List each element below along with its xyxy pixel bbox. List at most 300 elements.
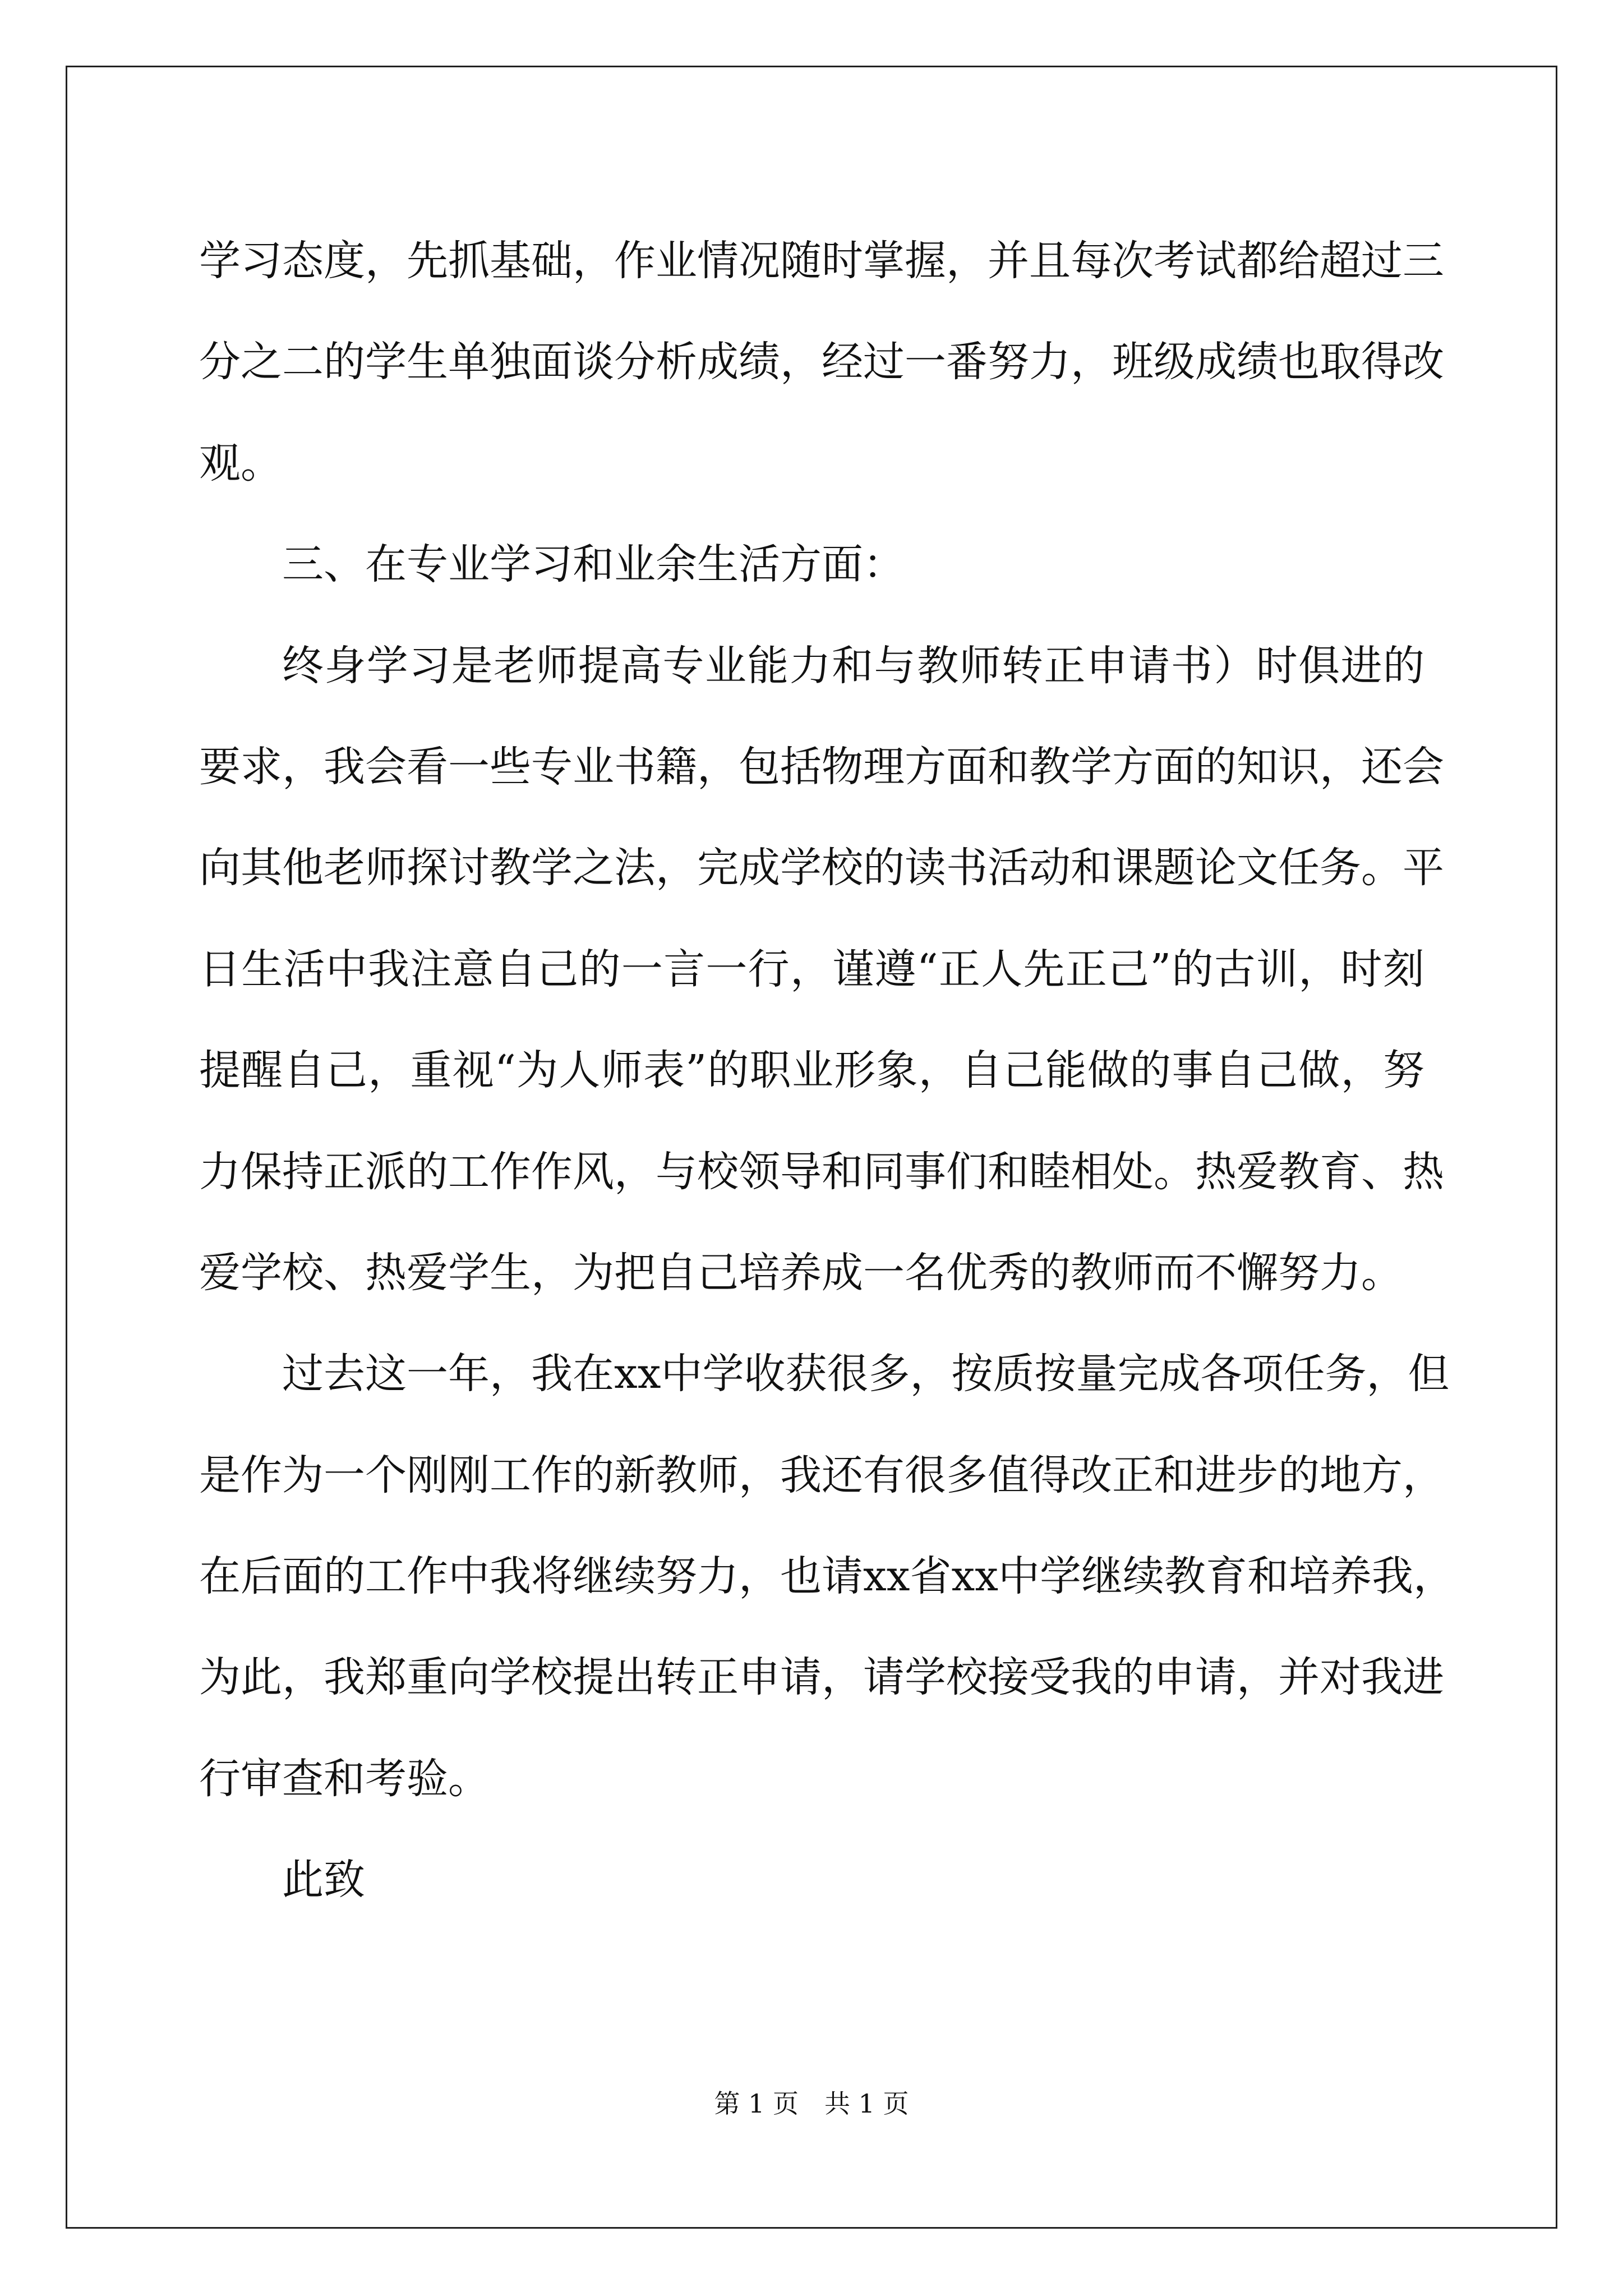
- text-glyph: 导: [780, 1147, 822, 1196]
- text-glyph: 并: [1278, 1653, 1320, 1702]
- text-glyph: 职: [749, 1046, 791, 1095]
- text-glyph: ，: [822, 1653, 863, 1702]
- text-glyph: 进: [1195, 1451, 1237, 1499]
- text-glyph: 一: [324, 1451, 365, 1499]
- text-glyph: 意: [452, 945, 494, 993]
- text-glyph: 终: [282, 641, 324, 690]
- text-glyph: 得: [1029, 1451, 1071, 1499]
- text-glyph: 成: [1159, 1350, 1201, 1398]
- text-glyph: 我: [324, 1653, 365, 1702]
- text-glyph: 和: [1154, 1451, 1195, 1499]
- text-glyph: 和: [822, 1147, 863, 1196]
- text-glyph: 学: [366, 641, 408, 690]
- text-line: [199, 1020, 1424, 1121]
- text-glyph: 分: [199, 338, 241, 386]
- text-glyph: 师: [601, 1046, 643, 1095]
- text-glyph: 籍: [656, 742, 697, 791]
- text-glyph: 学: [702, 1350, 744, 1398]
- text-glyph: 试: [1195, 237, 1237, 285]
- text-glyph: 识: [1278, 742, 1320, 791]
- text-glyph: 的: [863, 844, 905, 892]
- text-glyph: 的: [1172, 945, 1214, 993]
- text-line: [199, 1526, 1455, 1627]
- text-glyph: 看: [407, 742, 448, 791]
- text-glyph: 题: [1154, 844, 1195, 892]
- text-glyph: 继: [1081, 1552, 1123, 1601]
- text-line: [199, 1627, 1444, 1728]
- text-glyph: 也: [1278, 338, 1320, 386]
- text-glyph: 先: [1023, 945, 1065, 993]
- text-glyph: 握: [905, 237, 946, 285]
- text-glyph: ，: [918, 1046, 960, 1095]
- text-glyph: 动: [1029, 844, 1071, 892]
- text-glyph: 个: [365, 1451, 407, 1499]
- text-glyph: 项: [1242, 1350, 1284, 1398]
- text-glyph: 刻: [1382, 945, 1424, 993]
- text-glyph: 努: [988, 338, 1029, 386]
- text-glyph: ）: [1214, 641, 1256, 690]
- text-glyph: 我: [780, 1451, 822, 1499]
- text-glyph: 况: [739, 237, 780, 285]
- text-glyph: 情: [697, 237, 739, 285]
- text-glyph: 且: [1029, 237, 1071, 285]
- text-glyph: 度: [324, 237, 365, 285]
- text-glyph: 己: [1003, 1046, 1045, 1095]
- text-glyph: 学: [199, 237, 241, 285]
- text-glyph: 一: [706, 945, 748, 993]
- page-footer: [0, 2087, 1623, 2120]
- text-glyph: 并: [988, 237, 1029, 285]
- text-glyph: 正: [324, 1147, 365, 1196]
- text-glyph: ，: [573, 237, 614, 285]
- text-glyph: ，: [1071, 338, 1112, 386]
- text-glyph: 读: [905, 844, 946, 892]
- text-glyph: 包: [739, 742, 780, 791]
- text-glyph: 二: [282, 338, 324, 386]
- text-glyph: 一: [905, 338, 946, 386]
- text-glyph: 保: [241, 1147, 282, 1196]
- text-glyph: 热: [1195, 1147, 1237, 1196]
- text-glyph: 成: [697, 338, 739, 386]
- text-glyph: 之: [573, 844, 614, 892]
- text-glyph: 书: [1170, 641, 1212, 690]
- text-glyph: 时: [822, 237, 863, 285]
- text-glyph: 己: [537, 945, 579, 993]
- text-glyph: 对: [1320, 1653, 1361, 1702]
- text-glyph: 获: [785, 1350, 827, 1398]
- text-glyph: 请: [780, 1653, 822, 1702]
- text-glyph: 的: [579, 945, 621, 993]
- text-glyph: 醒: [241, 1046, 283, 1095]
- text-glyph: 掌: [863, 237, 905, 285]
- text-glyph: 新: [614, 1451, 656, 1499]
- text-glyph: 能: [747, 641, 789, 690]
- text-glyph: 我: [1361, 1653, 1403, 1702]
- text-glyph: 校: [822, 844, 863, 892]
- text-glyph: 持: [282, 1147, 324, 1196]
- text-glyph: 改: [1071, 1451, 1112, 1499]
- text-glyph: 时: [1256, 641, 1298, 690]
- text-glyph: 正: [697, 1653, 739, 1702]
- text-glyph: 过: [1361, 237, 1403, 285]
- text-glyph: 校: [946, 1653, 988, 1702]
- text-glyph: 养: [1330, 1552, 1372, 1601]
- text-glyph: 很: [827, 1350, 869, 1398]
- text-glyph: 老: [324, 844, 365, 892]
- text-line: [199, 1121, 1444, 1222]
- text-line: [199, 1323, 1450, 1424]
- text-glyph: 与: [656, 1147, 697, 1196]
- text-glyph: 考: [1154, 237, 1195, 285]
- text-glyph: 但: [1408, 1350, 1450, 1398]
- text-glyph: 进: [1340, 641, 1382, 690]
- text-glyph: 俱: [1298, 641, 1340, 690]
- text-glyph: 自: [961, 1046, 1003, 1095]
- text-glyph: 行: [748, 945, 790, 993]
- text-glyph: 工: [365, 1552, 407, 1601]
- text-glyph: 生: [241, 945, 283, 993]
- text-glyph: 续: [1122, 1552, 1164, 1601]
- text-glyph: 学: [1039, 1552, 1081, 1601]
- text-glyph: 改: [1403, 338, 1444, 386]
- text-glyph: 教: [1164, 1552, 1206, 1601]
- text-glyph: 态: [282, 237, 324, 285]
- text-glyph: 的: [324, 1552, 365, 1601]
- text-glyph: ”: [1150, 945, 1172, 993]
- text-glyph: 值: [988, 1451, 1029, 1499]
- text-glyph: 抓: [448, 237, 490, 285]
- text-glyph: 的: [707, 1046, 749, 1095]
- text-glyph: 学: [490, 1653, 531, 1702]
- text-glyph: 师: [365, 844, 407, 892]
- text-glyph: 级: [1154, 338, 1195, 386]
- text-glyph: ，: [946, 237, 988, 285]
- text-glyph: 正: [1044, 641, 1086, 690]
- text-glyph: 成: [739, 844, 780, 892]
- text-glyph: ，: [365, 237, 407, 285]
- text-glyph: 的: [407, 1147, 448, 1196]
- document-body: [199, 210, 1455, 1931]
- text-glyph: 郑: [365, 1653, 407, 1702]
- text-glyph: 的: [1278, 1451, 1320, 1499]
- text-glyph: 同: [863, 1147, 905, 1196]
- text-glyph: 请: [1128, 641, 1170, 690]
- text-glyph: ，: [1237, 1653, 1278, 1702]
- text-line: [199, 210, 1444, 311]
- text-glyph: 相: [1071, 1147, 1112, 1196]
- text-glyph: 我: [490, 1552, 531, 1601]
- text-glyph: 文: [1237, 844, 1278, 892]
- text-glyph: 与: [874, 641, 916, 690]
- text-glyph: 收: [744, 1350, 786, 1398]
- text-glyph: 形: [834, 1046, 876, 1095]
- text-glyph: 会: [1403, 742, 1444, 791]
- text-glyph: 努: [1382, 1046, 1424, 1095]
- text-glyph: 础: [531, 237, 573, 285]
- text-glyph: 业: [656, 237, 697, 285]
- text-glyph: 们: [946, 1147, 988, 1196]
- text-glyph: 请: [1195, 1653, 1237, 1702]
- text-glyph: 步: [1237, 1451, 1278, 1499]
- text-glyph: 书: [946, 844, 988, 892]
- text-glyph: 经: [822, 338, 863, 386]
- text-glyph: 我: [324, 742, 365, 791]
- text-glyph: ，: [1413, 1552, 1455, 1601]
- text-glyph: 任: [1283, 1350, 1325, 1398]
- text-glyph: 事: [1172, 1046, 1214, 1095]
- text-glyph: 的: [1382, 641, 1424, 690]
- text-glyph: 正: [938, 945, 980, 993]
- text-glyph: 会: [365, 742, 407, 791]
- text-glyph: 学: [365, 338, 407, 386]
- text-glyph: 活: [988, 844, 1029, 892]
- text-glyph: 老: [493, 641, 535, 690]
- text-glyph: “: [916, 945, 938, 993]
- text-glyph: 自: [494, 945, 536, 993]
- text-glyph: 视: [452, 1046, 494, 1095]
- text-glyph: 分: [614, 338, 656, 386]
- text-glyph: 做: [1298, 1046, 1340, 1095]
- text-glyph: 身: [324, 641, 366, 690]
- text-glyph: xx: [951, 1552, 998, 1601]
- text-glyph: 讨: [448, 844, 490, 892]
- text-glyph: 括: [780, 742, 822, 791]
- text-glyph: 方: [1112, 742, 1154, 791]
- text-glyph: 绩: [1237, 338, 1278, 386]
- text-glyph: 培: [1288, 1552, 1330, 1601]
- text-glyph: 物: [822, 742, 863, 791]
- text-glyph: 处: [1112, 1147, 1154, 1196]
- text-glyph: 为: [517, 1046, 559, 1095]
- text-glyph: 教: [1278, 1147, 1320, 1196]
- text-glyph: ，: [1298, 945, 1340, 993]
- text-glyph: 这: [365, 1350, 407, 1398]
- text-line: [199, 919, 1424, 1020]
- text-glyph: 生: [407, 338, 448, 386]
- text-glyph: 去: [324, 1350, 365, 1398]
- text-glyph: 是: [199, 1451, 241, 1499]
- text-glyph: 自: [1214, 1046, 1256, 1095]
- text-glyph: 和: [1071, 844, 1112, 892]
- text-glyph: 业: [573, 742, 614, 791]
- text-glyph: 表: [643, 1046, 685, 1095]
- text-glyph: 提: [578, 641, 620, 690]
- text-line: [199, 615, 1424, 716]
- text-glyph: 我: [368, 945, 410, 993]
- text-glyph: 刚: [407, 1451, 448, 1499]
- text-glyph: 多: [946, 1451, 988, 1499]
- text-glyph: 热: [1403, 1147, 1444, 1196]
- text-glyph: 师: [697, 1451, 739, 1499]
- text-glyph: 谨: [832, 945, 874, 993]
- text-glyph: 继: [573, 1552, 614, 1601]
- text-glyph: 探: [407, 844, 448, 892]
- text-line: 三、在专业学习和业余生活方面：: [282, 540, 905, 589]
- text-glyph: 申: [739, 1653, 780, 1702]
- text-glyph: 成: [1195, 338, 1237, 386]
- text-glyph: 面: [531, 338, 573, 386]
- text-glyph: 绩: [739, 338, 780, 386]
- text-glyph: 他: [282, 844, 324, 892]
- text-glyph: 教: [490, 844, 531, 892]
- text-glyph: 为: [199, 1653, 241, 1702]
- text-glyph: 。: [1154, 1147, 1195, 1196]
- text-glyph: 工: [490, 1451, 531, 1499]
- text-glyph: 中: [448, 1552, 490, 1601]
- text-glyph: 独: [490, 338, 531, 386]
- text-glyph: ，: [790, 945, 832, 993]
- text-glyph: 过: [282, 1350, 324, 1398]
- text-glyph: 将: [531, 1552, 573, 1601]
- text-glyph: 年: [448, 1350, 490, 1398]
- text-glyph: 在: [573, 1350, 614, 1398]
- text-glyph: 面: [1154, 742, 1195, 791]
- text-glyph: 己: [1108, 945, 1150, 993]
- text-glyph: 学: [905, 1653, 946, 1702]
- text-glyph: 学: [780, 844, 822, 892]
- text-glyph: 我: [1071, 1653, 1112, 1702]
- text-glyph: 自: [283, 1046, 325, 1095]
- text-glyph: ，: [739, 1451, 780, 1499]
- text-glyph: 的: [1112, 1653, 1154, 1702]
- text-glyph: 校: [697, 1147, 739, 1196]
- text-glyph: ，: [910, 1350, 952, 1398]
- text-glyph: 学: [1071, 742, 1112, 791]
- text-glyph: 随: [780, 237, 822, 285]
- text-glyph: 师: [959, 641, 1001, 690]
- text-glyph: 都: [1237, 237, 1278, 285]
- text-glyph: 向: [448, 1653, 490, 1702]
- text-glyph: 我: [1371, 1552, 1413, 1601]
- text-glyph: 谈: [573, 338, 614, 386]
- text-line: 此致: [282, 1856, 365, 1904]
- text-glyph: 次: [1112, 237, 1154, 285]
- text-glyph: ，: [1403, 1451, 1444, 1499]
- text-glyph: 给: [1278, 237, 1320, 285]
- text-glyph: 务: [1320, 844, 1361, 892]
- text-glyph: “: [494, 1046, 516, 1095]
- text-glyph: 过: [863, 338, 905, 386]
- text-glyph: 受: [1029, 1653, 1071, 1702]
- text-glyph: 是: [451, 641, 493, 690]
- text-glyph: 育: [1320, 1147, 1361, 1196]
- text-glyph: 一: [448, 742, 490, 791]
- text-glyph: 作: [531, 1147, 573, 1196]
- text-glyph: 中: [661, 1350, 703, 1398]
- text-glyph: 先: [407, 237, 448, 285]
- text-glyph: 些: [490, 742, 531, 791]
- text-glyph: 完: [1117, 1350, 1159, 1398]
- text-glyph: 请: [822, 1552, 863, 1601]
- text-glyph: 活: [283, 945, 325, 993]
- text-glyph: 的: [1195, 742, 1237, 791]
- text-glyph: xx: [863, 1552, 910, 1601]
- text-glyph: 要: [199, 742, 241, 791]
- text-glyph: 作: [407, 1552, 448, 1601]
- text-line: [199, 716, 1444, 817]
- text-glyph: 析: [656, 338, 697, 386]
- text-line: 爱学校、热爱学生，为把自己培养成一名优秀的教师而不懈努力。: [199, 1248, 1403, 1297]
- text-glyph: 。: [1361, 844, 1403, 892]
- text-glyph: 习: [409, 641, 451, 690]
- text-glyph: 面: [282, 1552, 324, 1601]
- text-glyph: 专: [662, 641, 704, 690]
- text-glyph: 一: [407, 1350, 448, 1398]
- text-glyph: 论: [1195, 844, 1237, 892]
- text-glyph: 基: [490, 237, 531, 285]
- text-glyph: 学: [531, 844, 573, 892]
- text-glyph: 理: [863, 742, 905, 791]
- text-glyph: 人: [981, 945, 1023, 993]
- text-glyph: 重: [410, 1046, 452, 1095]
- text-glyph: 还: [1361, 742, 1403, 791]
- text-glyph: 习: [241, 237, 282, 285]
- text-glyph: ，: [1340, 1046, 1382, 1095]
- text-glyph: 派: [365, 1147, 407, 1196]
- text-glyph: 法: [614, 844, 656, 892]
- text-glyph: 还: [822, 1451, 863, 1499]
- text-glyph: 高: [620, 641, 662, 690]
- page-number-label: 第 1 页 共 1 页: [714, 2088, 909, 2119]
- text-glyph: ，: [490, 1350, 531, 1398]
- text-glyph: 育: [1205, 1552, 1247, 1601]
- text-glyph: 知: [1237, 742, 1278, 791]
- text-glyph: 也: [780, 1552, 822, 1601]
- text-glyph: 作: [531, 1451, 573, 1499]
- text-glyph: 领: [739, 1147, 780, 1196]
- text-glyph: 进: [1403, 1653, 1444, 1702]
- text-glyph: 作: [614, 237, 656, 285]
- text-glyph: ，: [656, 844, 697, 892]
- text-glyph: 转: [1002, 641, 1044, 690]
- text-glyph: 超: [1320, 237, 1361, 285]
- text-glyph: 每: [1071, 237, 1112, 285]
- text-glyph: 遵: [874, 945, 916, 993]
- text-glyph: 面: [946, 742, 988, 791]
- text-glyph: 睦: [1029, 1147, 1071, 1196]
- text-glyph: 为: [282, 1451, 324, 1499]
- text-glyph: 言: [663, 945, 706, 993]
- text-glyph: 业: [791, 1046, 833, 1095]
- text-glyph: 按: [1034, 1350, 1076, 1398]
- text-glyph: 向: [199, 844, 241, 892]
- text-glyph: 接: [988, 1653, 1029, 1702]
- text-glyph: 书: [614, 742, 656, 791]
- text-glyph: ，: [614, 1147, 656, 1196]
- text-glyph: 校: [531, 1653, 573, 1702]
- text-glyph: 三: [1403, 237, 1444, 285]
- text-glyph: 做: [1087, 1046, 1129, 1095]
- text-glyph: 业: [704, 641, 746, 690]
- text-glyph: 任: [1278, 844, 1320, 892]
- text-glyph: 省: [910, 1552, 952, 1601]
- text-glyph: 力: [1029, 338, 1071, 386]
- text-glyph: 刚: [448, 1451, 490, 1499]
- text-glyph: 方: [905, 742, 946, 791]
- text-glyph: ，: [697, 742, 739, 791]
- text-glyph: 求: [241, 742, 282, 791]
- text-glyph: 和: [1247, 1552, 1289, 1601]
- text-glyph: 务: [1325, 1350, 1367, 1398]
- text-glyph: 教: [656, 1451, 697, 1499]
- text-glyph: 爱: [1237, 1147, 1278, 1196]
- text-glyph: ，: [1320, 742, 1361, 791]
- text-glyph: 努: [656, 1552, 697, 1601]
- text-glyph: 此: [241, 1653, 282, 1702]
- text-glyph: 完: [697, 844, 739, 892]
- text-glyph: 作: [490, 1147, 531, 1196]
- text-glyph: 提: [199, 1046, 241, 1095]
